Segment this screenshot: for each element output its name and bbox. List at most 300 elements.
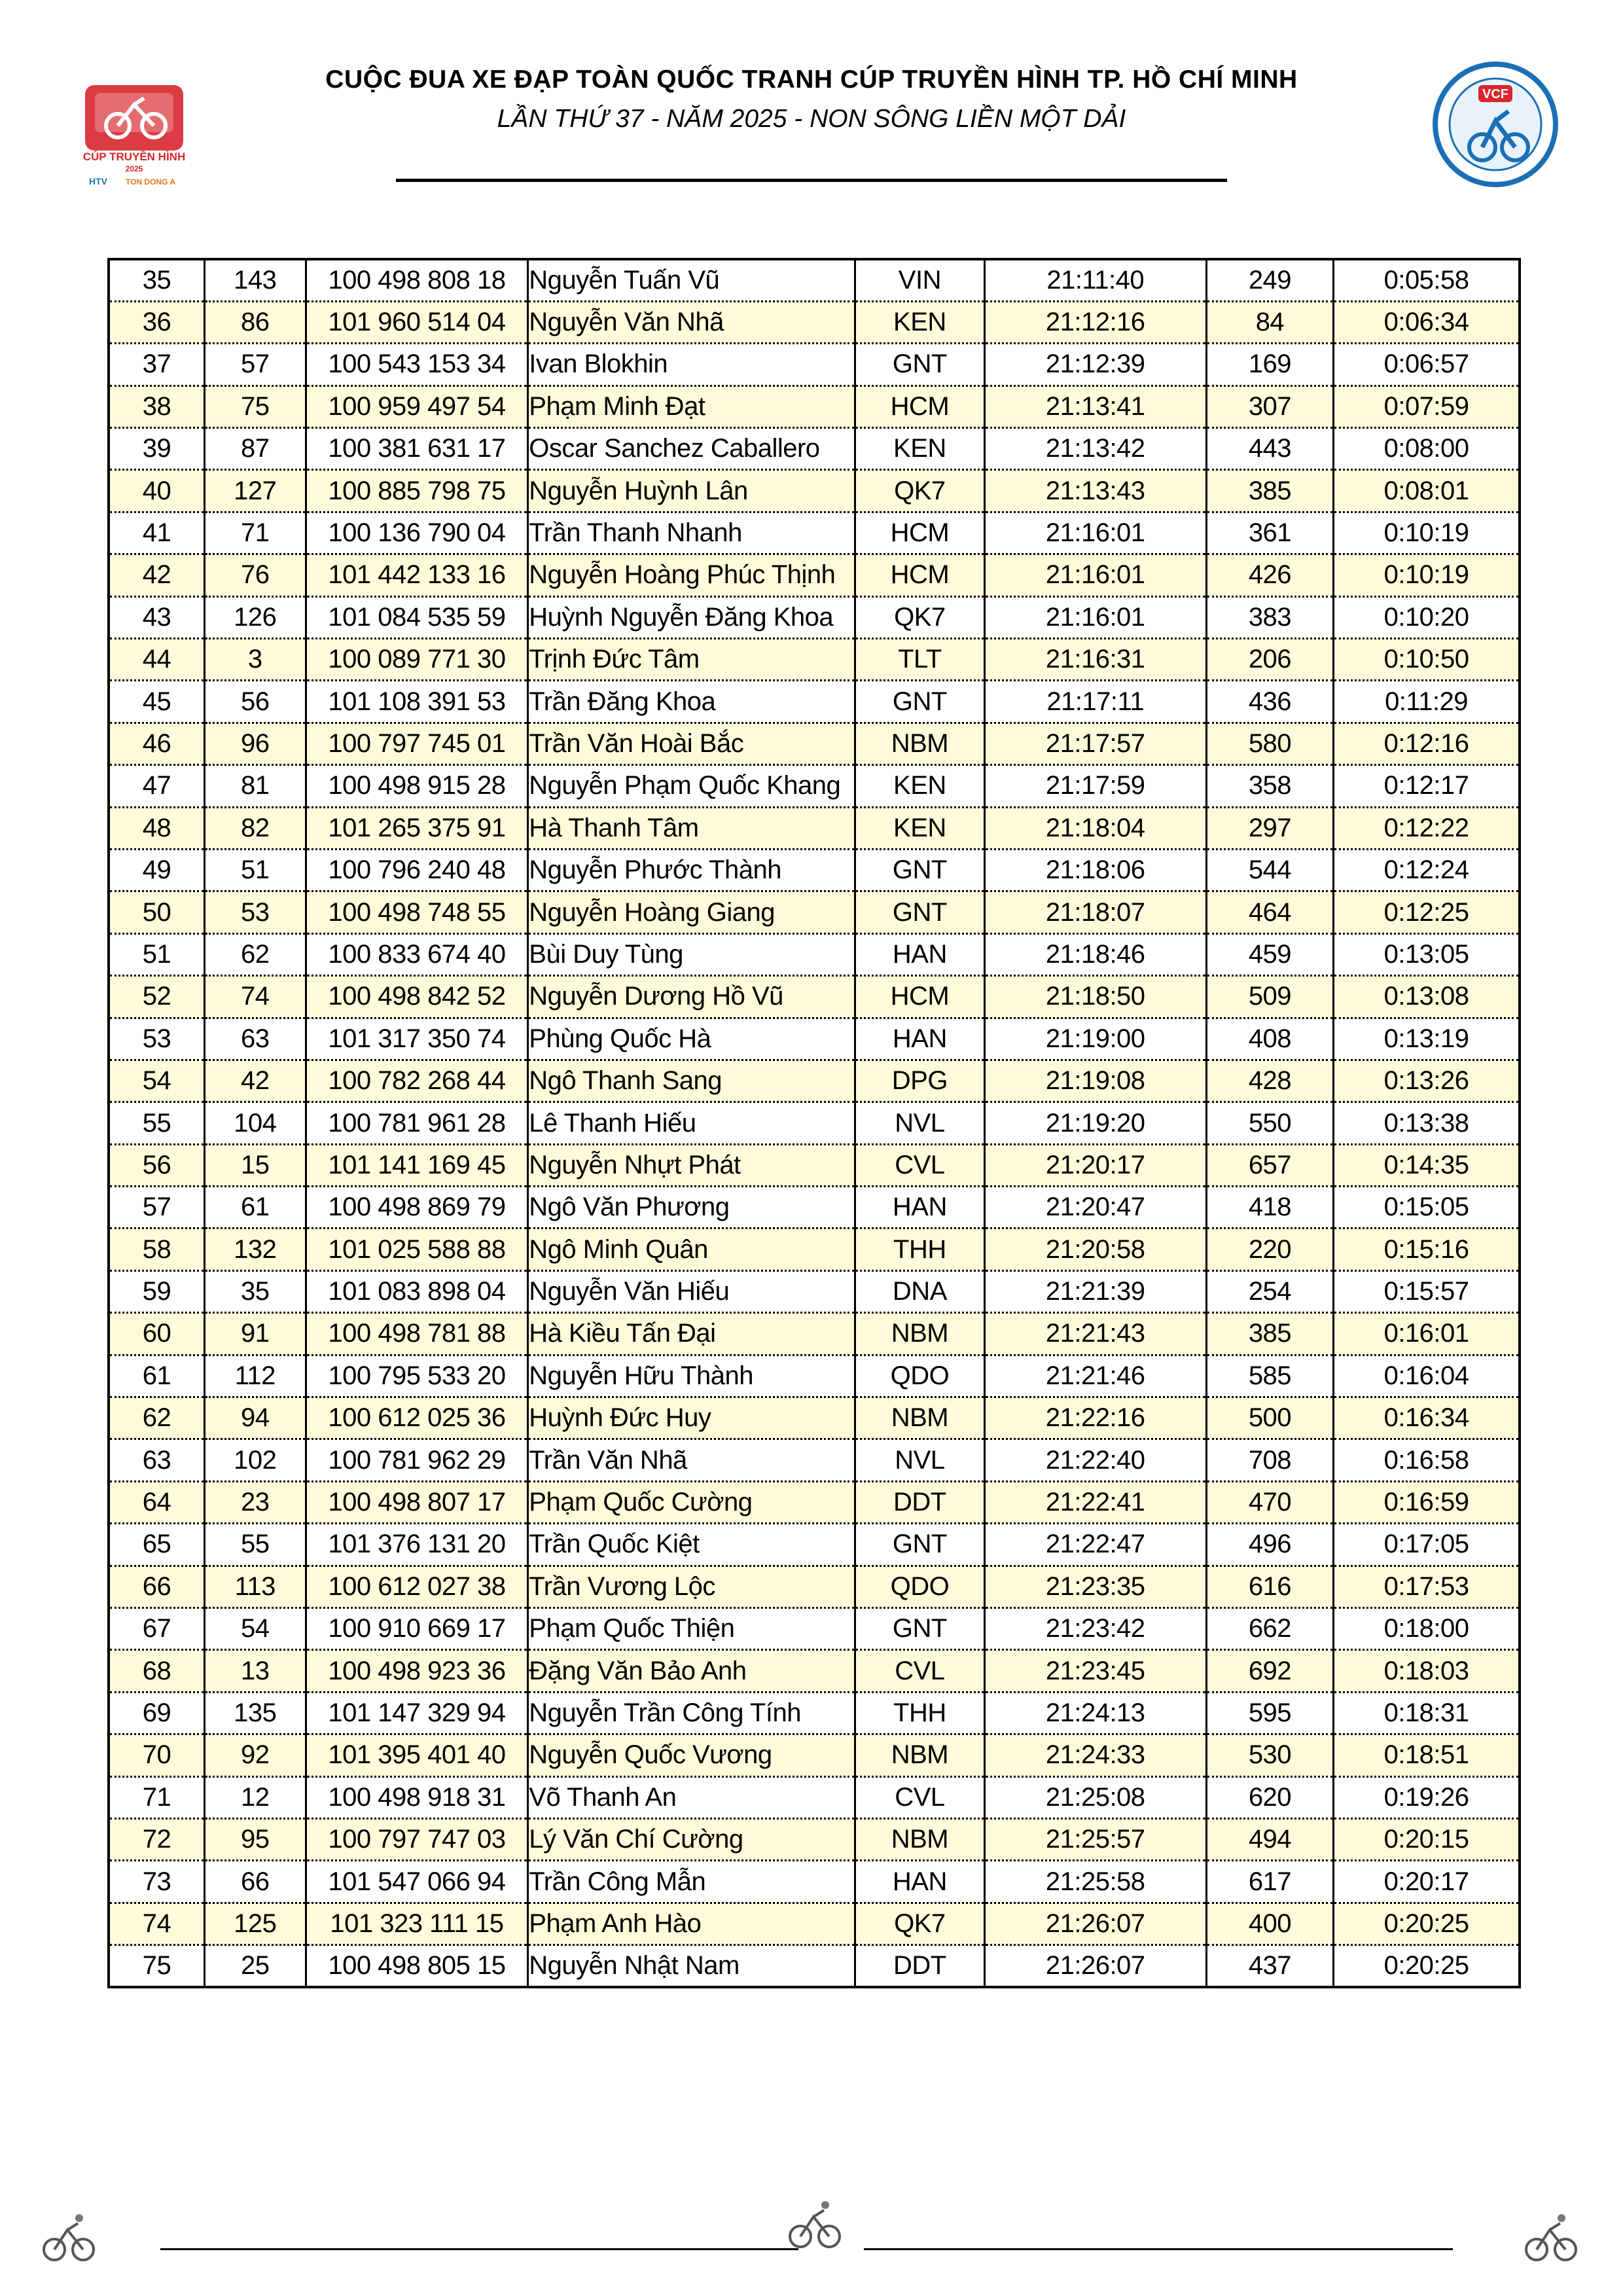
rank-cell: 74 [109,1903,205,1945]
rank-cell: 45 [109,681,205,723]
gap-cell: 0:10:19 [1334,512,1520,554]
points-cell: 500 [1206,1397,1333,1439]
points-cell: 169 [1206,344,1333,386]
gap-cell: 0:13:38 [1334,1102,1520,1144]
svg-text:HTV: HTV [89,176,107,187]
time-cell: 21:18:04 [984,807,1206,849]
rider-name-cell: Lý Văn Chí Cường [528,1818,855,1860]
bib-cell: 91 [205,1313,306,1355]
rank-cell: 55 [109,1102,205,1144]
time-cell: 21:19:20 [984,1102,1206,1144]
uci-id-cell: 101 141 169 45 [306,1144,528,1186]
gap-cell: 0:16:04 [1334,1355,1520,1397]
gap-cell: 0:18:03 [1334,1650,1520,1692]
table-row [109,639,1520,681]
time-cell: 21:23:42 [984,1608,1206,1650]
table-row [109,1734,1520,1776]
uci-id-cell: 100 795 533 20 [306,1355,528,1397]
title-underline [396,179,1227,182]
rider-name-cell: Nguyễn Hoàng Phúc Thịnh [528,554,855,596]
points-cell: 383 [1206,596,1333,638]
gap-cell: 0:13:05 [1334,933,1520,975]
bib-cell: 102 [205,1439,306,1481]
bib-cell: 113 [205,1566,306,1607]
team-code-cell: KEN [855,765,984,807]
rider-name-cell: Trần Vương Lộc [528,1566,855,1607]
team-code-cell: DDT [855,1481,984,1523]
table-row [109,1018,1520,1060]
page-header [0,0,1623,216]
uci-id-cell: 100 498 808 18 [306,259,528,301]
gap-cell: 0:13:08 [1334,976,1520,1018]
team-code-cell: QK7 [855,596,984,638]
time-cell: 21:21:43 [984,1313,1206,1355]
points-cell: 459 [1206,933,1333,975]
team-code-cell: QDO [855,1566,984,1607]
rider-name-cell: Ngô Văn Phương [528,1187,855,1229]
table-row [109,723,1520,764]
table-row [109,1608,1520,1650]
gap-cell: 0:11:29 [1334,681,1520,723]
points-cell: 437 [1206,1945,1333,1987]
rank-cell: 62 [109,1397,205,1439]
rank-cell: 47 [109,765,205,807]
rank-cell: 69 [109,1692,205,1734]
points-cell: 206 [1206,639,1333,681]
rider-name-cell: Nguyễn Dương Hồ Vũ [528,976,855,1018]
team-code-cell: DNA [855,1270,984,1312]
team-code-cell: QK7 [855,1903,984,1945]
bib-cell: 74 [205,976,306,1018]
team-code-cell: KEN [855,301,984,343]
table-row [109,849,1520,891]
table-row [109,1187,1520,1229]
bib-cell: 94 [205,1397,306,1439]
uci-id-cell: 100 498 915 28 [306,765,528,807]
gap-cell: 0:19:26 [1334,1776,1520,1818]
uci-id-cell: 101 083 898 04 [306,1270,528,1312]
time-cell: 21:20:58 [984,1229,1206,1270]
gap-cell: 0:07:59 [1334,386,1520,427]
table-row [109,301,1520,343]
team-code-cell: HAN [855,1861,984,1903]
uci-id-cell: 100 498 918 31 [306,1776,528,1818]
points-cell: 496 [1206,1524,1333,1566]
points-cell: 620 [1206,1776,1333,1818]
gap-cell: 0:12:24 [1334,849,1520,891]
table-row [109,259,1520,301]
uci-id-cell: 100 498 923 36 [306,1650,528,1692]
svg-text:CÚP TRUYỀN HÌNH: CÚP TRUYỀN HÌNH [82,151,186,163]
time-cell: 21:22:16 [984,1397,1206,1439]
time-cell: 21:20:17 [984,1144,1206,1186]
uci-id-cell: 100 498 748 55 [306,891,528,933]
team-code-cell: GNT [855,849,984,891]
points-cell: 220 [1206,1229,1333,1270]
rider-name-cell: Phạm Anh Hào [528,1903,855,1945]
bib-cell: 12 [205,1776,306,1818]
gap-cell: 0:06:57 [1334,344,1520,386]
time-cell: 21:11:40 [984,259,1206,301]
table-row [109,1818,1520,1860]
table-row [109,428,1520,470]
time-cell: 21:18:06 [984,849,1206,891]
gap-cell: 0:10:20 [1334,596,1520,638]
gap-cell: 0:18:00 [1334,1608,1520,1650]
bib-cell: 13 [205,1650,306,1692]
uci-id-cell: 100 781 961 28 [306,1102,528,1144]
bib-cell: 95 [205,1818,306,1860]
uci-id-cell: 100 498 842 52 [306,976,528,1018]
rank-cell: 52 [109,976,205,1018]
table-row [109,1524,1520,1566]
gap-cell: 0:15:16 [1334,1229,1520,1270]
rider-name-cell: Nguyễn Phạm Quốc Khang [528,765,855,807]
rider-name-cell: Nguyễn Văn Hiếu [528,1270,855,1312]
vcf-federation-logo [1430,59,1561,190]
uci-id-cell: 101 147 329 94 [306,1692,528,1734]
team-code-cell: NVL [855,1439,984,1481]
team-code-cell: VIN [855,259,984,301]
bib-cell: 87 [205,428,306,470]
table-row [109,344,1520,386]
bib-cell: 104 [205,1102,306,1144]
uci-id-cell: 100 612 027 38 [306,1566,528,1607]
rider-name-cell: Ngô Minh Quân [528,1229,855,1270]
footer-line-left [160,2248,798,2250]
team-code-cell: GNT [855,1524,984,1566]
rider-name-cell: Trịnh Đức Tâm [528,639,855,681]
table-row [109,1903,1520,1945]
bib-cell: 53 [205,891,306,933]
gap-cell: 0:16:59 [1334,1481,1520,1523]
rider-name-cell: Phạm Quốc Cường [528,1481,855,1523]
team-code-cell: NBM [855,1818,984,1860]
table-row [109,681,1520,723]
rank-cell: 68 [109,1650,205,1692]
table-row [109,470,1520,512]
bib-cell: 92 [205,1734,306,1776]
table-row [109,1776,1520,1818]
bib-cell: 63 [205,1018,306,1060]
time-cell: 21:19:08 [984,1060,1206,1102]
svg-text:VCF: VCF [1482,87,1508,101]
time-cell: 21:13:43 [984,470,1206,512]
points-cell: 530 [1206,1734,1333,1776]
rank-cell: 67 [109,1608,205,1650]
time-cell: 21:24:13 [984,1692,1206,1734]
time-cell: 21:26:07 [984,1945,1206,1987]
gap-cell: 0:17:05 [1334,1524,1520,1566]
team-code-cell: CVL [855,1776,984,1818]
time-cell: 21:23:45 [984,1650,1206,1692]
gap-cell: 0:08:00 [1334,428,1520,470]
table-row [109,1861,1520,1903]
rank-cell: 40 [109,470,205,512]
bib-cell: 42 [205,1060,306,1102]
table-row [109,1481,1520,1523]
time-cell: 21:18:46 [984,933,1206,975]
time-cell: 21:12:39 [984,344,1206,386]
uci-id-cell: 101 265 375 91 [306,807,528,849]
rank-cell: 35 [109,259,205,301]
points-cell: 616 [1206,1566,1333,1607]
uci-id-cell: 100 498 807 17 [306,1481,528,1523]
rank-cell: 72 [109,1818,205,1860]
table-row [109,1144,1520,1186]
uci-id-cell: 101 108 391 53 [306,681,528,723]
bib-cell: 126 [205,596,306,638]
team-code-cell: HCM [855,386,984,427]
uci-id-cell: 101 317 350 74 [306,1018,528,1060]
table-row [109,1397,1520,1439]
table-row [109,1650,1520,1692]
points-cell: 428 [1206,1060,1333,1102]
gap-cell: 0:20:25 [1334,1903,1520,1945]
gap-cell: 0:13:19 [1334,1018,1520,1060]
table-row [109,765,1520,807]
points-cell: 470 [1206,1481,1333,1523]
rider-name-cell: Hà Thanh Tâm [528,807,855,849]
team-code-cell: NBM [855,723,984,764]
uci-id-cell: 101 323 111 15 [306,1903,528,1945]
bib-cell: 132 [205,1229,306,1270]
points-cell: 254 [1206,1270,1333,1312]
rank-cell: 56 [109,1144,205,1186]
rank-cell: 61 [109,1355,205,1397]
points-cell: 358 [1206,765,1333,807]
gap-cell: 0:18:51 [1334,1734,1520,1776]
rank-cell: 39 [109,428,205,470]
time-cell: 21:18:50 [984,976,1206,1018]
rank-cell: 65 [109,1524,205,1566]
rider-name-cell: Trần Thanh Nhanh [528,512,855,554]
table-row [109,1060,1520,1102]
rank-cell: 36 [109,301,205,343]
rider-name-cell: Nguyễn Nhựt Phát [528,1144,855,1186]
points-cell: 400 [1206,1903,1333,1945]
rank-cell: 63 [109,1439,205,1481]
bib-cell: 76 [205,554,306,596]
points-cell: 385 [1206,1313,1333,1355]
time-cell: 21:16:31 [984,639,1206,681]
bib-cell: 75 [205,386,306,427]
time-cell: 21:20:47 [984,1187,1206,1229]
time-cell: 21:16:01 [984,512,1206,554]
points-cell: 297 [1206,807,1333,849]
team-code-cell: KEN [855,807,984,849]
rank-cell: 53 [109,1018,205,1060]
time-cell: 21:12:16 [984,301,1206,343]
time-cell: 21:25:58 [984,1861,1206,1903]
time-cell: 21:21:46 [984,1355,1206,1397]
rider-name-cell: Nguyễn Văn Nhã [528,301,855,343]
uci-id-cell: 100 781 962 29 [306,1439,528,1481]
table-row [109,554,1520,596]
team-code-cell: QK7 [855,470,984,512]
points-cell: 426 [1206,554,1333,596]
team-code-cell: CVL [855,1650,984,1692]
gap-cell: 0:18:31 [1334,1692,1520,1734]
time-cell: 21:19:00 [984,1018,1206,1060]
uci-id-cell: 100 796 240 48 [306,849,528,891]
rider-name-cell: Nguyễn Hoàng Giang [528,891,855,933]
bib-cell: 25 [205,1945,306,1987]
rider-name-cell: Lê Thanh Hiếu [528,1102,855,1144]
team-code-cell: NBM [855,1734,984,1776]
points-cell: 662 [1206,1608,1333,1650]
bib-cell: 55 [205,1524,306,1566]
bib-cell: 51 [205,849,306,891]
team-code-cell: HAN [855,933,984,975]
team-code-cell: NVL [855,1102,984,1144]
rider-name-cell: Nguyễn Hữu Thành [528,1355,855,1397]
time-cell: 21:18:07 [984,891,1206,933]
gap-cell: 0:08:01 [1334,470,1520,512]
uci-id-cell: 100 833 674 40 [306,933,528,975]
time-cell: 21:13:42 [984,428,1206,470]
footer-line-right [864,2248,1453,2250]
team-code-cell: THH [855,1692,984,1734]
uci-id-cell: 100 959 497 54 [306,386,528,427]
time-cell: 21:23:35 [984,1566,1206,1607]
uci-id-cell: 100 498 805 15 [306,1945,528,1987]
gap-cell: 0:13:26 [1334,1060,1520,1102]
points-cell: 692 [1206,1650,1333,1692]
points-cell: 418 [1206,1187,1333,1229]
uci-id-cell: 101 960 514 04 [306,301,528,343]
points-cell: 436 [1206,681,1333,723]
table-row [109,386,1520,427]
gap-cell: 0:20:25 [1334,1945,1520,1987]
cyclist-icon [36,2209,101,2268]
uci-id-cell: 100 089 771 30 [306,639,528,681]
table-row [109,1313,1520,1355]
bib-cell: 56 [205,681,306,723]
rider-name-cell: Nguyễn Nhật Nam [528,1945,855,1987]
table-row [109,1692,1520,1734]
rider-name-cell: Phùng Quốc Hà [528,1018,855,1060]
table-row [109,596,1520,638]
uci-id-cell: 100 543 153 34 [306,344,528,386]
rank-cell: 38 [109,386,205,427]
rank-cell: 37 [109,344,205,386]
gap-cell: 0:10:19 [1334,554,1520,596]
bib-cell: 112 [205,1355,306,1397]
uci-id-cell: 100 782 268 44 [306,1060,528,1102]
points-cell: 509 [1206,976,1333,1018]
rider-name-cell: Trần Văn Nhã [528,1439,855,1481]
rank-cell: 44 [109,639,205,681]
team-code-cell: GNT [855,681,984,723]
table-row [109,512,1520,554]
rider-name-cell: Phạm Quốc Thiện [528,1608,855,1650]
rank-cell: 75 [109,1945,205,1987]
time-cell: 21:22:47 [984,1524,1206,1566]
time-cell: 21:26:07 [984,1903,1206,1945]
points-cell: 361 [1206,512,1333,554]
points-cell: 443 [1206,428,1333,470]
bib-cell: 81 [205,765,306,807]
rank-cell: 64 [109,1481,205,1523]
bib-cell: 86 [205,301,306,343]
time-cell: 21:13:41 [984,386,1206,427]
points-cell: 385 [1206,470,1333,512]
time-cell: 21:22:40 [984,1439,1206,1481]
rider-name-cell: Trần Đăng Khoa [528,681,855,723]
points-cell: 585 [1206,1355,1333,1397]
gap-cell: 0:12:16 [1334,723,1520,764]
rider-name-cell: Nguyễn Phước Thành [528,849,855,891]
points-cell: 595 [1206,1692,1333,1734]
time-cell: 21:24:33 [984,1734,1206,1776]
rank-cell: 59 [109,1270,205,1312]
rank-cell: 71 [109,1776,205,1818]
table-row [109,1945,1520,1987]
points-cell: 550 [1206,1102,1333,1144]
gap-cell: 0:12:25 [1334,891,1520,933]
cyclist-icon [1518,2209,1584,2268]
page-title: CUỘC ĐUA XE ĐẠP TOÀN QUỐC TRANH CÚP TRUYỀN HÌNH TP. HỒ CHÍ MINH [325,65,1298,94]
rider-name-cell: Trần Văn Hoài Bắc [528,723,855,764]
gap-cell: 0:05:58 [1334,259,1520,301]
bib-cell: 54 [205,1608,306,1650]
rank-cell: 54 [109,1060,205,1102]
rider-name-cell: Võ Thanh An [528,1776,855,1818]
bib-cell: 61 [205,1187,306,1229]
gap-cell: 0:10:50 [1334,639,1520,681]
rider-name-cell: Ngô Thanh Sang [528,1060,855,1102]
uci-id-cell: 101 395 401 40 [306,1734,528,1776]
rank-cell: 57 [109,1187,205,1229]
rider-name-cell: Trần Quốc Kiệt [528,1524,855,1566]
points-cell: 249 [1206,259,1333,301]
table-row [109,1270,1520,1312]
team-code-cell: KEN [855,428,984,470]
bib-cell: 135 [205,1692,306,1734]
gap-cell: 0:14:35 [1334,1144,1520,1186]
gap-cell: 0:12:22 [1334,807,1520,849]
gap-cell: 0:16:58 [1334,1439,1520,1481]
time-cell: 21:16:01 [984,596,1206,638]
gap-cell: 0:17:53 [1334,1566,1520,1607]
rank-cell: 41 [109,512,205,554]
uci-id-cell: 100 136 790 04 [306,512,528,554]
bib-cell: 35 [205,1270,306,1312]
points-cell: 84 [1206,301,1333,343]
time-cell: 21:21:39 [984,1270,1206,1312]
rank-cell: 42 [109,554,205,596]
team-code-cell: GNT [855,891,984,933]
rank-cell: 50 [109,891,205,933]
team-code-cell: HAN [855,1187,984,1229]
bib-cell: 66 [205,1861,306,1903]
rider-name-cell: Đặng Văn Bảo Anh [528,1650,855,1692]
points-cell: 580 [1206,723,1333,764]
uci-id-cell: 101 025 588 88 [306,1229,528,1270]
table-row [109,1566,1520,1607]
gap-cell: 0:15:05 [1334,1187,1520,1229]
time-cell: 21:22:41 [984,1481,1206,1523]
table-row [109,976,1520,1018]
team-code-cell: HAN [855,1018,984,1060]
team-code-cell: GNT [855,1608,984,1650]
bib-cell: 96 [205,723,306,764]
team-code-cell: HCM [855,512,984,554]
table-row [109,1229,1520,1270]
time-cell: 21:17:57 [984,723,1206,764]
uci-id-cell: 100 612 025 36 [306,1397,528,1439]
